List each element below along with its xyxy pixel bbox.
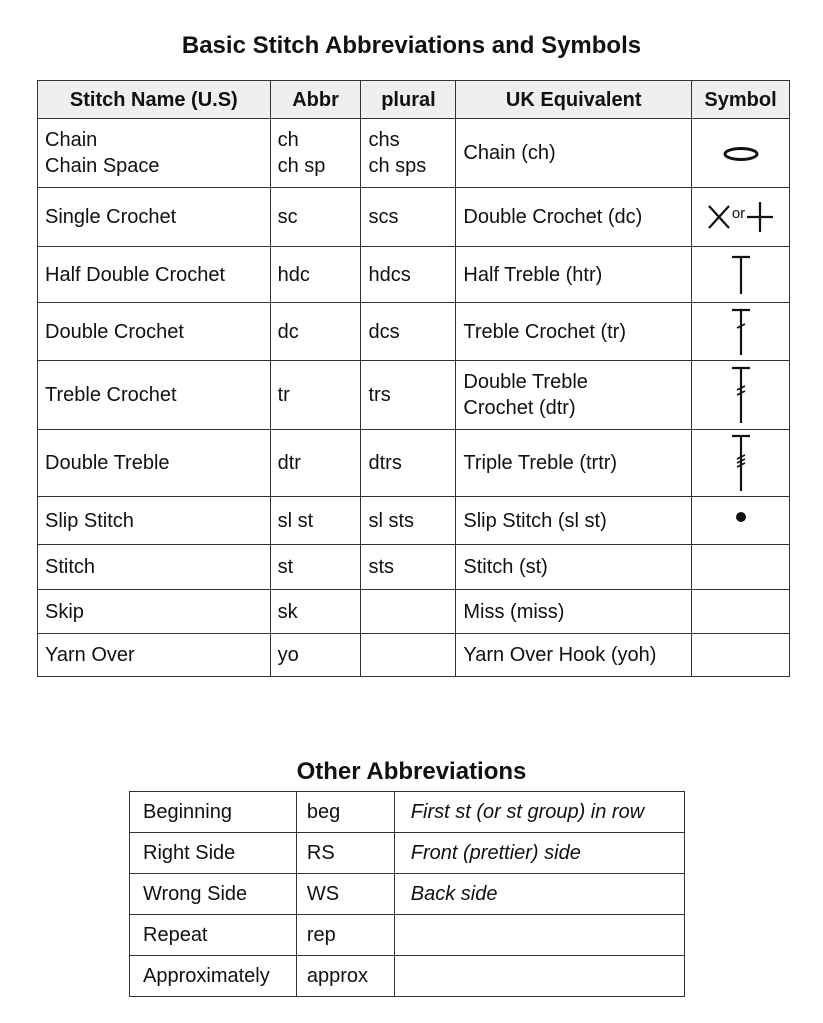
header-symbol: Symbol: [692, 81, 790, 119]
stitch-name: Single Crochet: [38, 188, 271, 247]
stitch-name: Stitch: [38, 545, 271, 590]
plus-icon: [745, 200, 775, 234]
note: [394, 956, 684, 997]
term: Beginning: [130, 792, 297, 833]
header-plural: plural: [361, 81, 456, 119]
abbr: sk: [270, 590, 361, 634]
table-row: [38, 119, 790, 188]
plural: chs: [368, 129, 400, 151]
abbr: dc: [270, 303, 361, 361]
table-header-row: [38, 81, 790, 119]
stitch-name: Slip Stitch: [38, 497, 271, 545]
plural: dcs: [361, 303, 456, 361]
table-row: [130, 792, 685, 833]
term: Repeat: [130, 915, 297, 956]
symbol-cell: [692, 634, 790, 677]
stitch-abbreviations-table: [37, 80, 790, 677]
symbol-cell: [692, 188, 790, 247]
abbr: ch: [277, 129, 299, 151]
symbol-cell: [692, 119, 790, 188]
symbol-cell: [692, 303, 790, 361]
uk-equivalent: Double Crochet (dc): [456, 188, 692, 247]
plural: ch sps: [368, 155, 427, 177]
plural: sl sts: [361, 497, 456, 545]
abbr: WS: [296, 874, 394, 915]
table-row: [38, 361, 790, 430]
abbr: approx: [296, 956, 394, 997]
uk-equivalent: Crochet (dtr): [463, 397, 576, 419]
uk-equivalent: Chain (ch): [456, 119, 692, 188]
abbr: sl st: [270, 497, 361, 545]
table-row: [38, 634, 790, 677]
table-row: [38, 545, 790, 590]
abbr: RS: [296, 833, 394, 874]
plural: hdcs: [361, 247, 456, 303]
note: Back side: [394, 874, 684, 915]
table-row: [38, 590, 790, 634]
table-row: [38, 247, 790, 303]
header-abbr: Abbr: [270, 81, 361, 119]
uk-equivalent: Half Treble (htr): [456, 247, 692, 303]
stitch-name: Double Treble: [38, 430, 271, 497]
header-uk-equivalent: UK Equivalent: [456, 81, 692, 119]
uk-equivalent: Double Treble: [463, 371, 588, 393]
other-table-title: Other Abbreviations: [296, 758, 527, 785]
table-row: [130, 915, 685, 956]
plural: dtrs: [361, 430, 456, 497]
stitch-name: Double Crochet: [38, 303, 271, 361]
uk-equivalent: Treble Crochet (tr): [456, 303, 692, 361]
abbr: ch sp: [277, 155, 326, 177]
uk-equivalent: Stitch (st): [456, 545, 692, 590]
term: Right Side: [130, 833, 297, 874]
uk-equivalent: Triple Treble (trtr): [456, 430, 692, 497]
term: Approximately: [130, 956, 297, 997]
stitch-name: Chain Space: [45, 155, 160, 177]
plural: [361, 590, 456, 634]
abbr: beg: [296, 792, 394, 833]
plural: trs: [361, 361, 456, 430]
symbol-cell: [692, 247, 790, 303]
stitch-name: Skip: [38, 590, 271, 634]
abbr: tr: [270, 361, 361, 430]
header-stitch-name: Stitch Name (U.S): [38, 81, 271, 119]
table-row: [130, 874, 685, 915]
note: [394, 915, 684, 956]
abbr: dtr: [270, 430, 361, 497]
stitch-name: Treble Crochet: [38, 361, 271, 430]
plural-cell: [361, 119, 456, 188]
note: Front (prettier) side: [394, 833, 684, 874]
abbr: sc: [270, 188, 361, 247]
symbol-or-text: or: [731, 205, 746, 222]
plural: [361, 634, 456, 677]
abbr: yo: [270, 634, 361, 677]
uk-equivalent: Slip Stitch (sl st): [456, 497, 692, 545]
treble-crochet-icon: [729, 365, 753, 425]
half-double-crochet-t-icon: [729, 254, 753, 296]
symbol-cell: [692, 590, 790, 634]
plural: sts: [361, 545, 456, 590]
symbol-cell: [692, 430, 790, 497]
slip-stitch-dot-icon: [734, 510, 748, 524]
table-row: [130, 833, 685, 874]
table-row: [38, 497, 790, 545]
uk-equivalent: Yarn Over Hook (yoh): [456, 634, 692, 677]
symbol-cell: [692, 361, 790, 430]
table-row: [38, 303, 790, 361]
table-row: [38, 430, 790, 497]
other-abbreviations-table: [129, 791, 685, 997]
double-treble-icon: [729, 433, 753, 493]
table-row: [38, 188, 790, 247]
uk-equivalent-cell: [456, 361, 692, 430]
table-row: [130, 956, 685, 997]
abbr: rep: [296, 915, 394, 956]
abbr-cell: [270, 119, 361, 188]
term: Wrong Side: [130, 874, 297, 915]
note: First st (or st group) in row: [394, 792, 684, 833]
chain-oval-icon: [721, 144, 761, 164]
stitch-name-cell: [38, 119, 271, 188]
stitch-name: Chain: [45, 129, 98, 151]
double-crochet-icon: [729, 307, 753, 357]
symbol-cell: [692, 497, 790, 545]
main-table-title: Basic Stitch Abbreviations and Symbols: [181, 32, 642, 59]
abbr: hdc: [270, 247, 361, 303]
symbol-cell: [692, 545, 790, 590]
x-icon: [706, 202, 732, 232]
plural: scs: [361, 188, 456, 247]
abbr: st: [270, 545, 361, 590]
uk-equivalent: Miss (miss): [456, 590, 692, 634]
stitch-name: Half Double Crochet: [38, 247, 271, 303]
stitch-name: Yarn Over: [38, 634, 271, 677]
